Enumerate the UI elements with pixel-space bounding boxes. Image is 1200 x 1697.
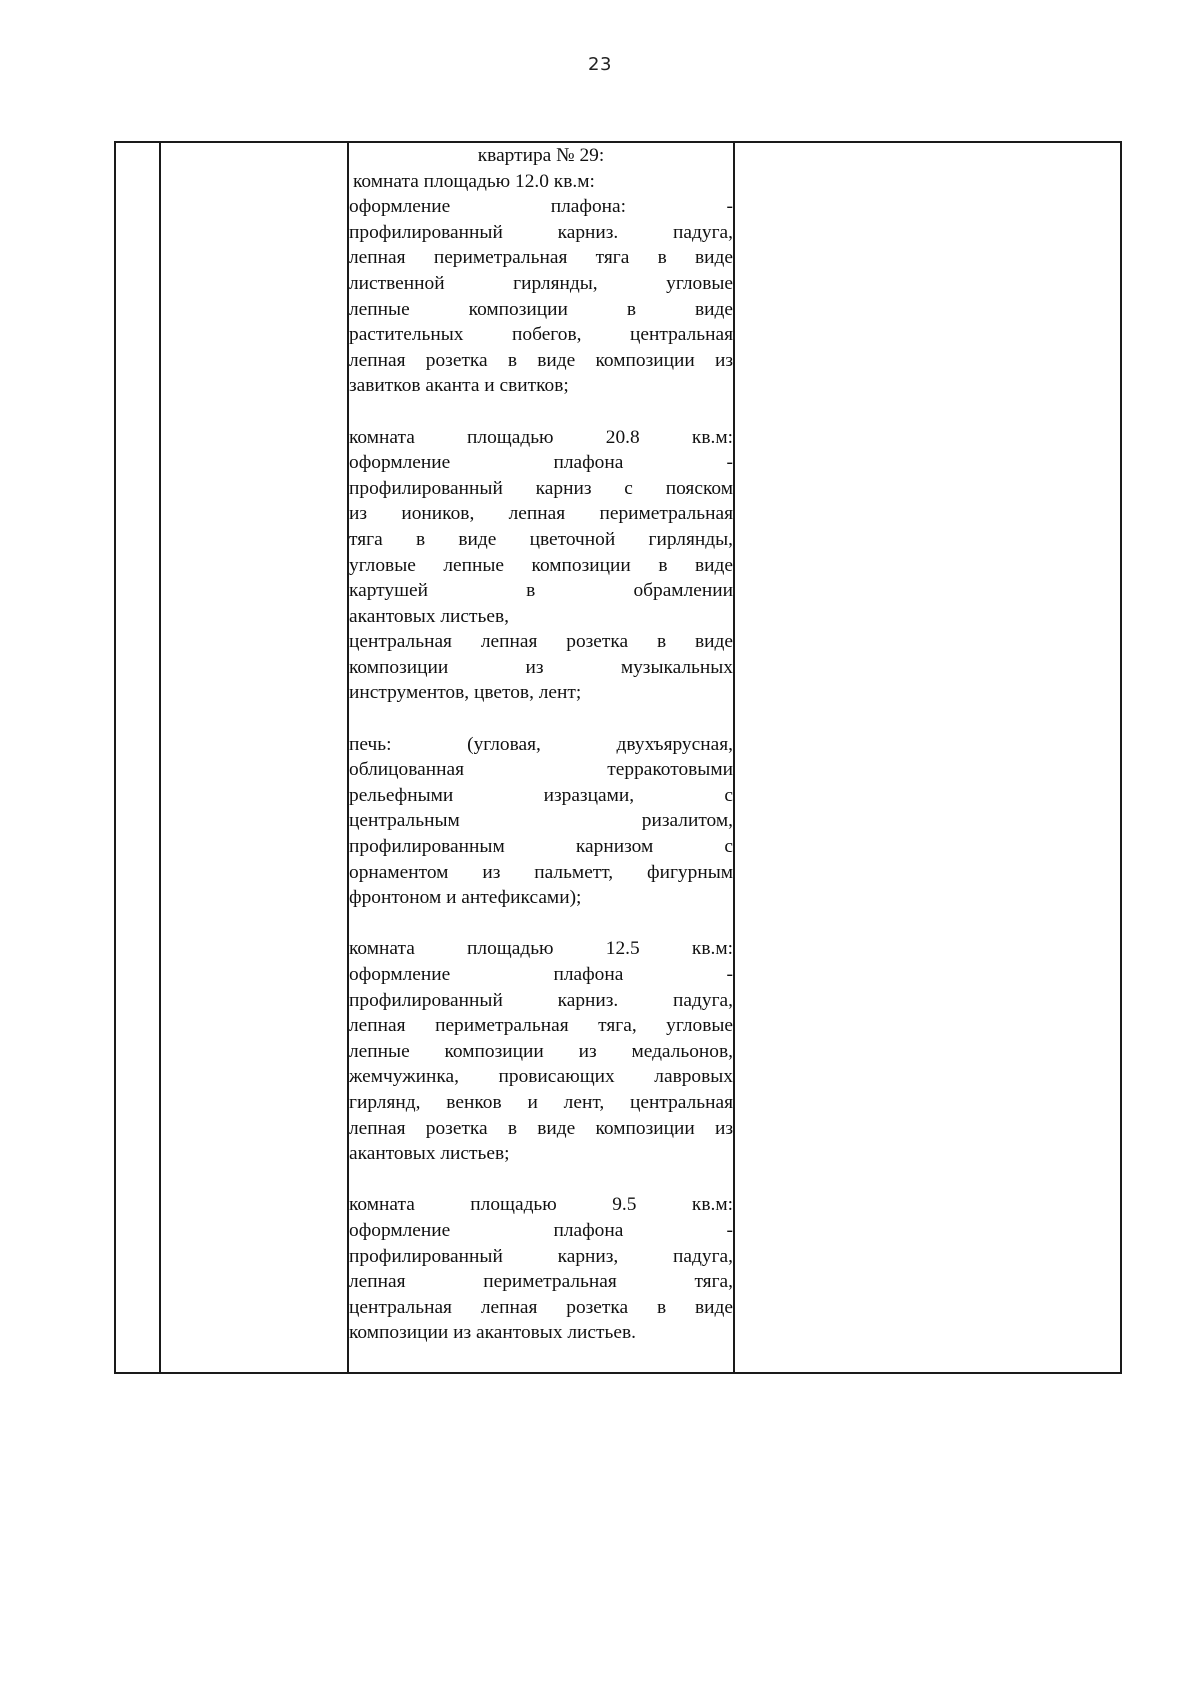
note-cell — [734, 142, 1121, 1373]
text-line: лепная периметральная тяга в виде — [349, 247, 733, 269]
text-line: комната площадью 12.0 кв.м: — [353, 170, 595, 192]
text-line: облицованная терракотовыми — [349, 759, 733, 781]
text-line: лепная розетка в виде композиции из — [349, 1117, 733, 1139]
text-line: печь: (угловая, двухъярусная, — [349, 733, 733, 755]
text-line: жемчужинка, провисающих лавровых — [349, 1066, 733, 1088]
text-line: инструментов, цветов, лент; — [349, 682, 582, 704]
text-line: завитков аканта и свитков; — [349, 375, 569, 397]
text-line: центральным ризалитом, — [349, 810, 733, 832]
paragraph-gap — [349, 911, 733, 937]
text-line: оформление плафона - — [349, 964, 733, 985]
text-line: рельефными изразцами, с — [349, 784, 733, 806]
text-line: профилированный карниз. падуга, — [349, 989, 733, 1011]
text-line: комната площадью 12.5 кв.м: — [349, 938, 733, 960]
paragraph-gap — [349, 399, 733, 425]
document-table — [114, 141, 1122, 1374]
text-line: лепная периметральная тяга, угловые — [349, 1015, 733, 1037]
text-line: профилированный карниз с пояском — [349, 477, 733, 499]
text-line: оформление плафона - — [349, 1219, 733, 1241]
text-line: композиции из музыкальных — [349, 656, 733, 678]
text-line: лиственной гирлянды, угловые — [349, 272, 733, 294]
paragraph-gap — [349, 1167, 733, 1193]
text-line: акантовых листьев; — [349, 1143, 510, 1165]
text-line: оформление плафона: - — [349, 196, 733, 218]
text-line: оформление плафона - — [349, 452, 733, 474]
table-row — [115, 142, 1121, 1373]
text-line: растительных побегов, центральная — [349, 324, 733, 346]
text-line: композиции из акантовых листьев. — [349, 1322, 636, 1344]
description-cell — [348, 142, 734, 1373]
text-line: профилированным карнизом с — [349, 836, 733, 858]
text-line: тяга в виде цветочной гирлянды, — [349, 528, 733, 550]
paragraph-gap — [349, 706, 733, 732]
text-line: центральная лепная розетка в виде — [349, 1296, 733, 1318]
text-line: гирлянд, венков и лент, центральная — [349, 1091, 733, 1113]
name-cell — [160, 142, 348, 1373]
text-line: лепная периметральная тяга, — [349, 1271, 733, 1293]
text-line: орнаментом из пальметт, фигурным — [349, 861, 733, 883]
text-line: комната площадью 9.5 кв.м: — [349, 1194, 733, 1216]
text-line: лепная розетка в виде композиции из — [349, 349, 733, 371]
text-line: профилированный карниз, падуга, — [349, 1245, 733, 1267]
text-line: лепные композиции в виде — [349, 298, 733, 320]
text-line: комната площадью 20.8 кв.м: — [349, 426, 733, 448]
text-line: из иоников, лепная периметральная — [349, 503, 733, 525]
apartment-heading: квартира № 29: — [477, 145, 605, 166]
text-line: фронтоном и антефиксами); — [349, 887, 582, 909]
number-cell — [115, 142, 160, 1373]
description-text — [349, 143, 733, 1346]
text-line: угловые лепные композиции в виде — [349, 554, 733, 576]
text-line: картушей в обрамлении — [349, 580, 733, 602]
text-line: центральная лепная розетка в виде — [349, 631, 733, 653]
text-line: лепные композиции из медальонов, — [349, 1040, 733, 1062]
text-line: акантовых листьев, — [349, 605, 509, 627]
page-number: 23 — [588, 54, 612, 75]
text-line: профилированный карниз. падуга, — [349, 221, 733, 243]
